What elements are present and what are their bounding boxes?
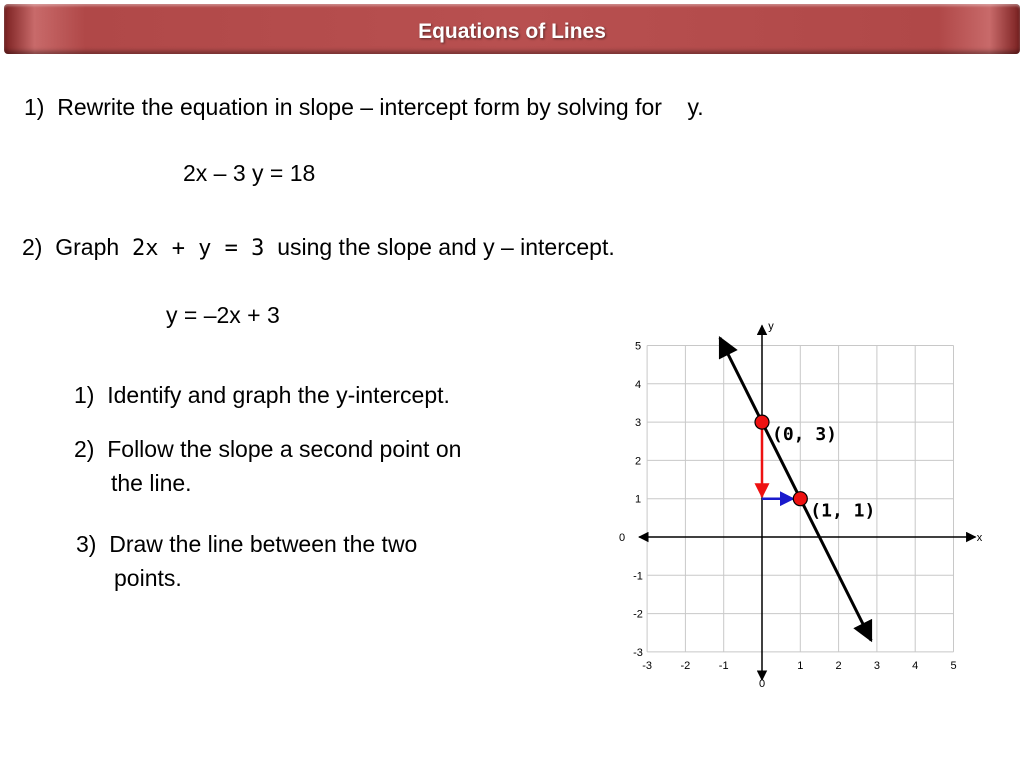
y-tick-label: -2: [633, 608, 643, 621]
slope-intercept-form: y = –2x + 3: [166, 302, 280, 328]
step-3-text-continued: points.: [114, 565, 182, 591]
problem-2-equation: 2x + y = 3: [131, 236, 265, 261]
x-tick-label: -2: [680, 660, 691, 672]
y-tick-label: -3: [633, 646, 643, 659]
problem-2-number: 2): [22, 234, 43, 260]
x-tick-label: 1: [797, 660, 804, 672]
y-tick-label: 2: [634, 455, 642, 468]
problem-1-equation: 2x – 3 y = 18: [183, 160, 316, 186]
step-2-number: 2): [74, 436, 95, 462]
y-tick-label: -1: [633, 570, 643, 583]
graphed-line: [720, 338, 871, 641]
problem-1-number: 1): [24, 94, 45, 120]
step-2-text-continued: the line.: [111, 470, 192, 496]
problem-2-suffix: using the slope and y – intercept.: [277, 234, 615, 260]
problem-1-text: Rewrite the equation in slope – intercept form by solving for: [57, 94, 662, 120]
y-tick-label: 0: [618, 532, 626, 544]
y-tick-label: 1: [634, 493, 642, 506]
y-axis-label: y: [768, 320, 774, 333]
x-tick-label: 3: [873, 660, 880, 672]
step-2-text: Follow the slope a second point on: [107, 436, 462, 462]
problem-2-prefix: Graph: [55, 234, 120, 260]
point-label: (0, 3): [772, 424, 838, 446]
x-axis-label: x: [976, 532, 983, 544]
point-label: (1, 1): [810, 500, 876, 522]
y-tick-label: 5: [634, 340, 642, 353]
slide-title: Equations of Lines: [418, 20, 606, 43]
step-3-text: Draw the line between the two: [109, 531, 418, 557]
step-3-number: 3): [76, 531, 97, 557]
step-1-text: Identify and graph the y-intercept.: [107, 382, 450, 408]
x-tick-label: 4: [912, 660, 919, 672]
x-tick-label: -3: [642, 660, 652, 672]
problem-1-variable: y.: [687, 94, 704, 120]
x-tick-label: 0: [758, 678, 766, 690]
plot-marks: [720, 338, 875, 641]
point-marker: [755, 415, 769, 429]
y-tick-label: 3: [634, 417, 642, 430]
y-tick-label: 4: [634, 378, 642, 391]
x-tick-label: 2: [835, 660, 842, 672]
step-1-number: 1): [74, 382, 95, 408]
tick-labels: [619, 341, 957, 691]
x-tick-label: -1: [718, 660, 729, 672]
x-tick-label: 5: [950, 660, 957, 672]
point-marker: [793, 492, 807, 506]
